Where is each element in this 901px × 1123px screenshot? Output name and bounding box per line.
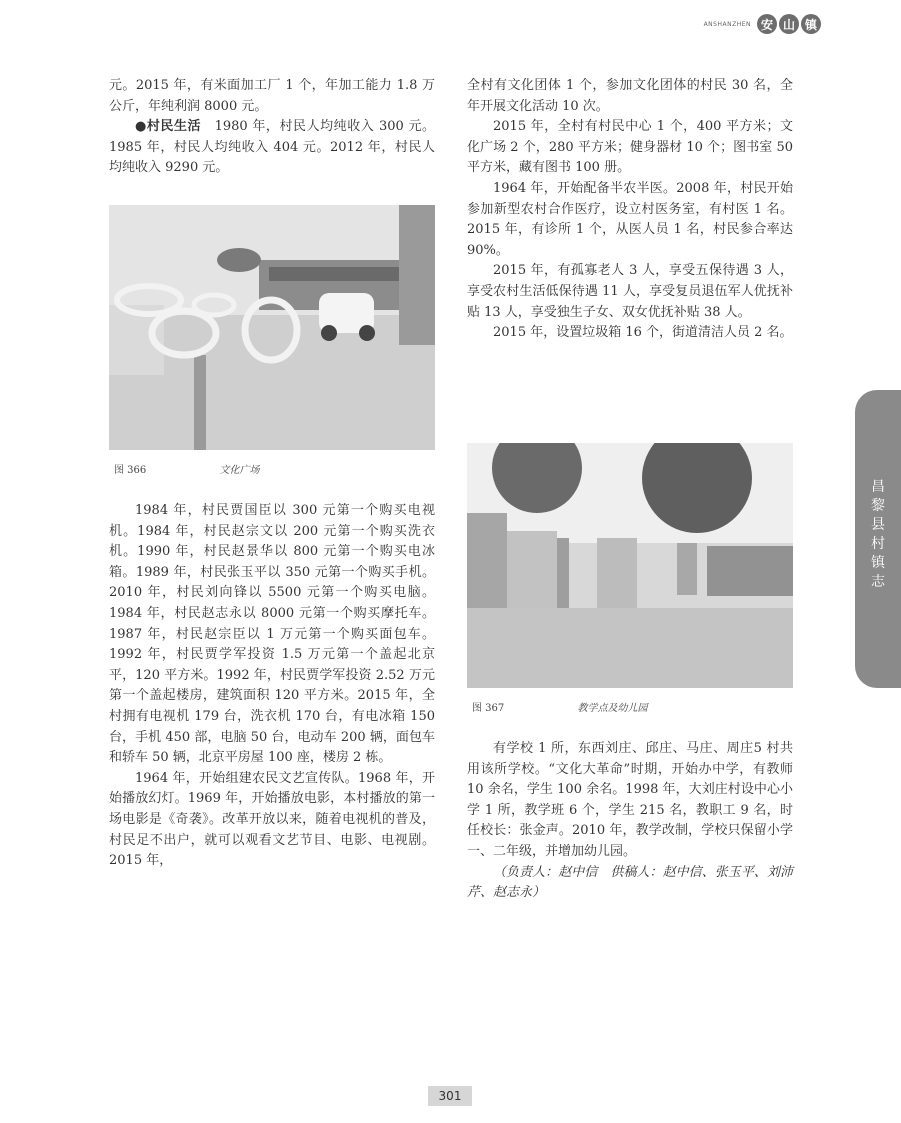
photo-school-kindergarten bbox=[467, 443, 793, 688]
right-column-bottom bbox=[467, 739, 793, 904]
left-column-top bbox=[109, 76, 435, 179]
side-tab-book-title bbox=[855, 390, 901, 688]
header-badge-char: 镇 bbox=[801, 14, 821, 34]
side-tab-text bbox=[855, 478, 901, 592]
side-tab-char: 镇 bbox=[871, 555, 885, 571]
paragraph-body: 1980 年，村民人均纯收入 300 元。1985 年，村民人均纯收入 404 元。2012 年，村民人均纯收入 9290 元。 bbox=[109, 119, 436, 176]
side-tab-char: 村 bbox=[871, 536, 885, 552]
page-number: 301 bbox=[428, 1086, 472, 1106]
paragraph: 元。2015 年，有米面加工厂 1 个，年加工能力 1.8 万公斤，年纯利润 8000 元。 bbox=[109, 78, 435, 114]
paragraph-culture: 1964 年，开始组建农民文艺宣传队。1968 年，开始播放幻灯。1969 年，开始播放电影，本村播放的第一场电影是《奇袭》。改革开放以来，随着电视机的普及，村民足不出户，就可以观看文艺节目、电影、电视剧。2015 年， bbox=[109, 770, 435, 869]
figure-title: 文化广场 bbox=[219, 465, 260, 476]
header-town-name bbox=[757, 14, 821, 34]
paragraph-sanitation: 2015 年，设置垃圾箱 16 个，街道清洁人员 2 名。 bbox=[493, 325, 793, 341]
side-tab-char: 昌 bbox=[871, 479, 885, 495]
header-badge-char: 安 bbox=[757, 14, 777, 34]
paragraph: 全村有文化团体 1 个，参加文化团体的村民 30 名，全年开展文化活动 10 次。 bbox=[467, 78, 793, 114]
photo-culture-square bbox=[109, 205, 435, 450]
figure-title: 教学点及幼儿园 bbox=[577, 703, 648, 714]
header-badge-char: 山 bbox=[779, 14, 799, 34]
paragraph-village-life bbox=[109, 117, 435, 179]
photo-culture-square-image bbox=[109, 205, 435, 450]
figure-label: 图 366 bbox=[114, 465, 147, 476]
side-tab-char: 志 bbox=[871, 574, 885, 590]
running-header bbox=[704, 14, 821, 34]
left-column-bottom bbox=[109, 501, 435, 872]
right-column-top bbox=[467, 76, 793, 344]
photo-school-kindergarten-image bbox=[467, 443, 793, 688]
section-heading: ●村民生活 bbox=[135, 119, 202, 135]
paragraph: 2015 年，全村有村民中心 1 个，400 平方米；文化广场 2 个，280 平方米；健身器材 10 个；图书室 50 平方米，藏有图书 100 册。 bbox=[467, 119, 793, 176]
figure-caption-367 bbox=[472, 699, 647, 714]
side-tab-char: 黎 bbox=[871, 498, 885, 514]
figure-caption-366 bbox=[114, 461, 259, 476]
header-pinyin: ANSHANZHEN bbox=[703, 20, 751, 28]
figure-label: 图 367 bbox=[472, 703, 505, 714]
paragraph-welfare: 2015 年，有孤寡老人 3 人，享受五保待遇 3 人，享受农村生活低保待遇 11 人，享受复员退伍军人优抚补贴 13 人，享受独生子女、双女优抚补贴 38 人。 bbox=[467, 263, 793, 320]
credit-line: （负责人：赵中信 供稿人：赵中信、张玉平、刘沛芹、赵志永） bbox=[467, 864, 793, 901]
side-tab-char: 县 bbox=[871, 517, 885, 533]
paragraph-first-purchases: 1984 年，村民贾国臣以 300 元第一个购买电视机。1984 年，村民赵宗文以 200 元第一个购买洗衣机。1990 年，村民赵景华以 800 元第一个购买电冰箱。1989 年，村民张玉平以 350 元第一个购买手机。2010 年，村民刘向锋以 5500 元第一个购买电脑。1984 年，村民赵志永以 8000 元第一个购买摩托车。1987 年，村民赵宗臣以 1 万元第一个购买面包车。1992 年，村民贾学军投资 1.5 万元第一个盖起北京平，120 平方米。1992 年，村民贾学军投资 2.52 万元第一个盖起楼房，建筑面积 120 平方米。2015 年，全村拥有电视机 179 台，洗衣机 170 台，有电冰箱 150 台，手机 450 部，电脑 50 台，电动车 200 辆，面包车和轿车 50 辆，北京平房屋 100 座，楼房 2 栋。 bbox=[109, 503, 435, 766]
paragraph-medical: 1964 年，开始配备半农半医。2008 年，村民开始参加新型农村合作医疗，设立村医务室，有村医 1 名。2015 年，有诊所 1 个，从医人员 1 名，村民参合率达 90%。 bbox=[467, 180, 793, 258]
paragraph-school: 有学校 1 所，东西刘庄、邱庄、马庄、周庄5 村共用该所学校。“文化大革命”时期，开始办中学，有教师 10 余名，学生 100 余名。1998 年，大刘庄村设中心小学 1 所，教学班 6 个，学生 215 名，教职工 9 名，时任校长：张金声。2010 年，教学改制，学校只保留小学一、二年级，并增加幼儿园。 bbox=[467, 741, 793, 859]
